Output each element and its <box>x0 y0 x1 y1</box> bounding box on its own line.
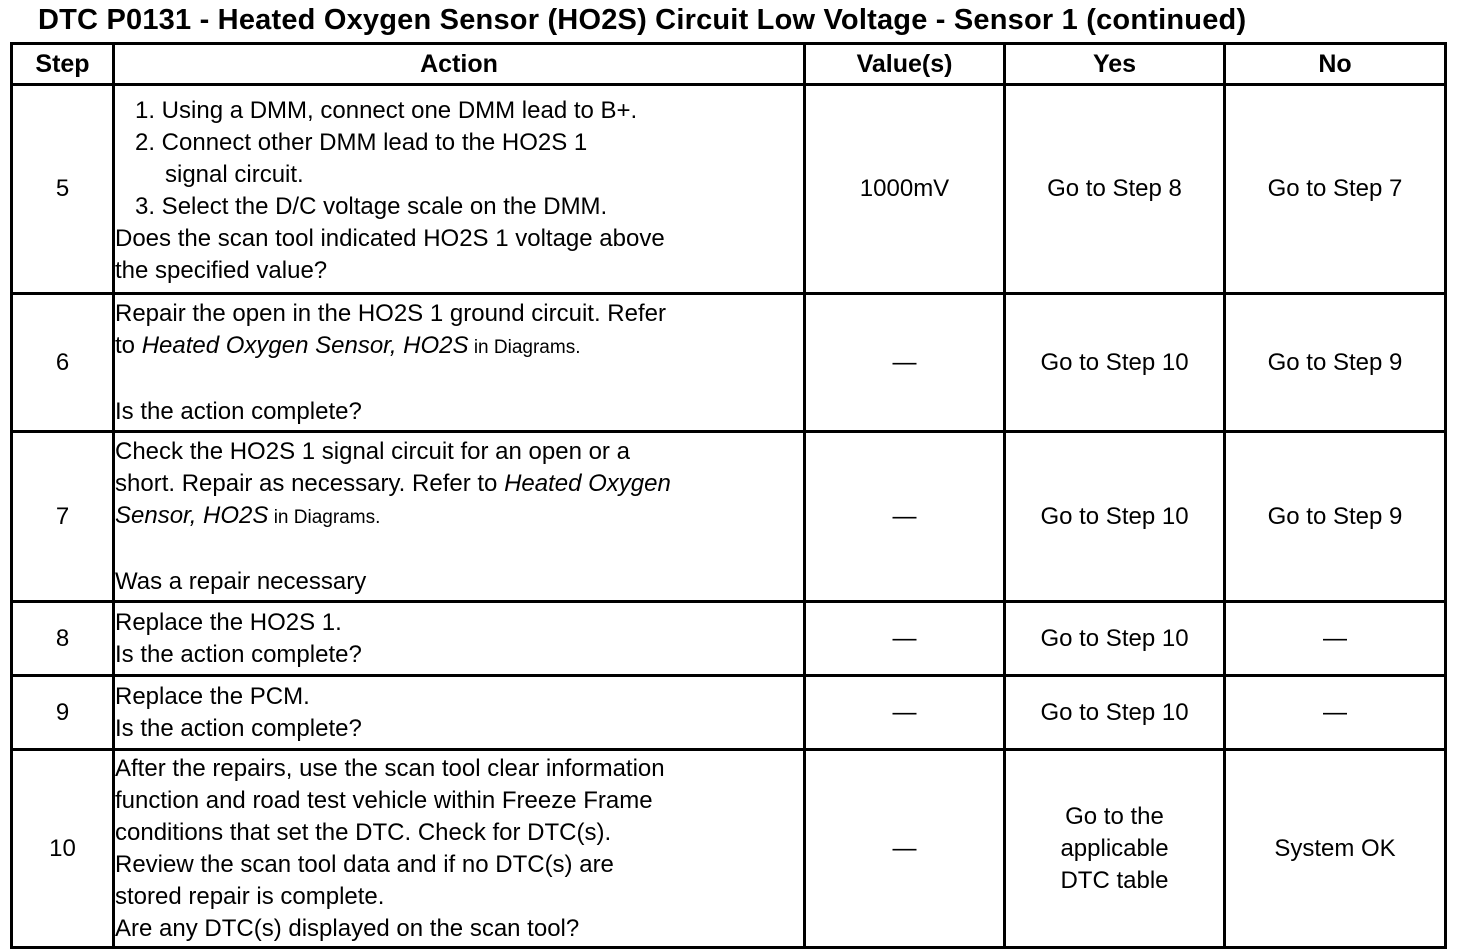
yes-line: Go to the <box>1065 802 1164 830</box>
action-line: After the repairs, use the scan tool clear information <box>115 754 665 782</box>
value-cell: — <box>805 602 1005 676</box>
yes-cell <box>1005 750 1225 948</box>
action-line <box>115 500 803 534</box>
action-line: conditions that set the DTC. Check for DTC(s). <box>115 818 612 846</box>
no-cell: Go to Step 9 <box>1225 432 1446 602</box>
action-text: in Diagrams. <box>268 506 381 528</box>
action-line: Repair the open in the HO2S 1 ground circuit. Refer <box>115 299 666 327</box>
yes-cell: Go to Step 10 <box>1005 432 1225 602</box>
action-line: 3. Select the D/C voltage scale on the DMM. <box>135 193 608 220</box>
value-cell: 1000mV <box>805 85 1005 294</box>
action-line: signal circuit. <box>165 161 304 188</box>
table-row-step-6 <box>12 294 1446 432</box>
yes-line: DTC table <box>1060 866 1169 894</box>
step-number: 5 <box>12 85 114 294</box>
column-header-no: No <box>1225 44 1446 85</box>
action-text: in Diagrams. <box>468 336 581 358</box>
action-text: to <box>115 331 142 359</box>
action-line: 2. Connect other DMM lead to the HO2S 1 <box>135 129 588 156</box>
action-line: Was a repair necessary <box>115 567 367 595</box>
yes-cell: Go to Step 8 <box>1005 85 1225 294</box>
yes-cell: Go to Step 10 <box>1005 294 1225 432</box>
dtc-table <box>10 42 1447 949</box>
table-header-row <box>12 44 1446 85</box>
yes-cell: Go to Step 10 <box>1005 676 1225 750</box>
blank-line <box>115 364 803 396</box>
column-header-step: Step <box>12 44 114 85</box>
page-title: DTC P0131 - Heated Oxygen Sensor (HO2S) Circuit Low Voltage - Sensor 1 (continued) <box>38 4 1247 36</box>
table-row-step-8 <box>12 602 1446 676</box>
action-line: stored repair is complete. <box>115 882 385 910</box>
value-cell: — <box>805 432 1005 602</box>
action-line: Is the action complete? <box>115 640 362 668</box>
action-text: short. Repair as necessary. Refer to <box>115 469 505 497</box>
diagram-reference: Heated Oxygen Sensor, HO2S <box>141 331 469 359</box>
column-header-values: Value(s) <box>805 44 1005 85</box>
action-line: Review the scan tool data and if no DTC(s) are <box>115 850 614 878</box>
no-cell: Go to Step 9 <box>1225 294 1446 432</box>
action-line <box>115 468 803 500</box>
no-cell: — <box>1225 602 1446 676</box>
step-number: 10 <box>12 750 114 948</box>
action-line: function and road test vehicle within Freeze Frame <box>115 786 653 814</box>
diagram-reference: Heated Oxygen <box>504 469 671 497</box>
action-cell <box>114 602 805 676</box>
action-line: Is the action complete? <box>115 397 362 425</box>
action-cell <box>114 432 805 602</box>
action-cell <box>114 750 805 948</box>
step-number: 6 <box>12 294 114 432</box>
action-cell <box>114 85 805 294</box>
table-row-step-9 <box>12 676 1446 750</box>
no-cell: — <box>1225 676 1446 750</box>
action-line: Replace the PCM. <box>115 682 310 710</box>
action-line: 1. Using a DMM, connect one DMM lead to B+. <box>135 97 638 124</box>
action-cell <box>114 294 805 432</box>
action-line: the specified value? <box>115 257 328 284</box>
table-row-step-10 <box>12 750 1446 948</box>
step-number: 7 <box>12 432 114 602</box>
action-line: Check the HO2S 1 signal circuit for an open or a <box>115 437 630 465</box>
action-cell <box>114 676 805 750</box>
action-line: Replace the HO2S 1. <box>115 608 342 636</box>
action-line: Is the action complete? <box>115 714 362 742</box>
table-row-step-7 <box>12 432 1446 602</box>
blank-line <box>115 534 803 566</box>
diagram-reference: Sensor, HO2S <box>115 501 269 529</box>
step-number: 9 <box>12 676 114 750</box>
table-row-step-5 <box>12 85 1446 294</box>
yes-cell: Go to Step 10 <box>1005 602 1225 676</box>
step-number: 8 <box>12 602 114 676</box>
value-cell: — <box>805 676 1005 750</box>
value-cell: — <box>805 294 1005 432</box>
action-line <box>115 330 803 364</box>
yes-line: applicable <box>1060 834 1169 862</box>
action-line: Does the scan tool indicated HO2S 1 voltage above <box>115 225 665 252</box>
no-cell: System OK <box>1225 750 1446 948</box>
no-cell: Go to Step 7 <box>1225 85 1446 294</box>
action-line: Are any DTC(s) displayed on the scan tool? <box>115 914 580 942</box>
column-header-action: Action <box>114 44 805 85</box>
column-header-yes: Yes <box>1005 44 1225 85</box>
value-cell: — <box>805 750 1005 948</box>
